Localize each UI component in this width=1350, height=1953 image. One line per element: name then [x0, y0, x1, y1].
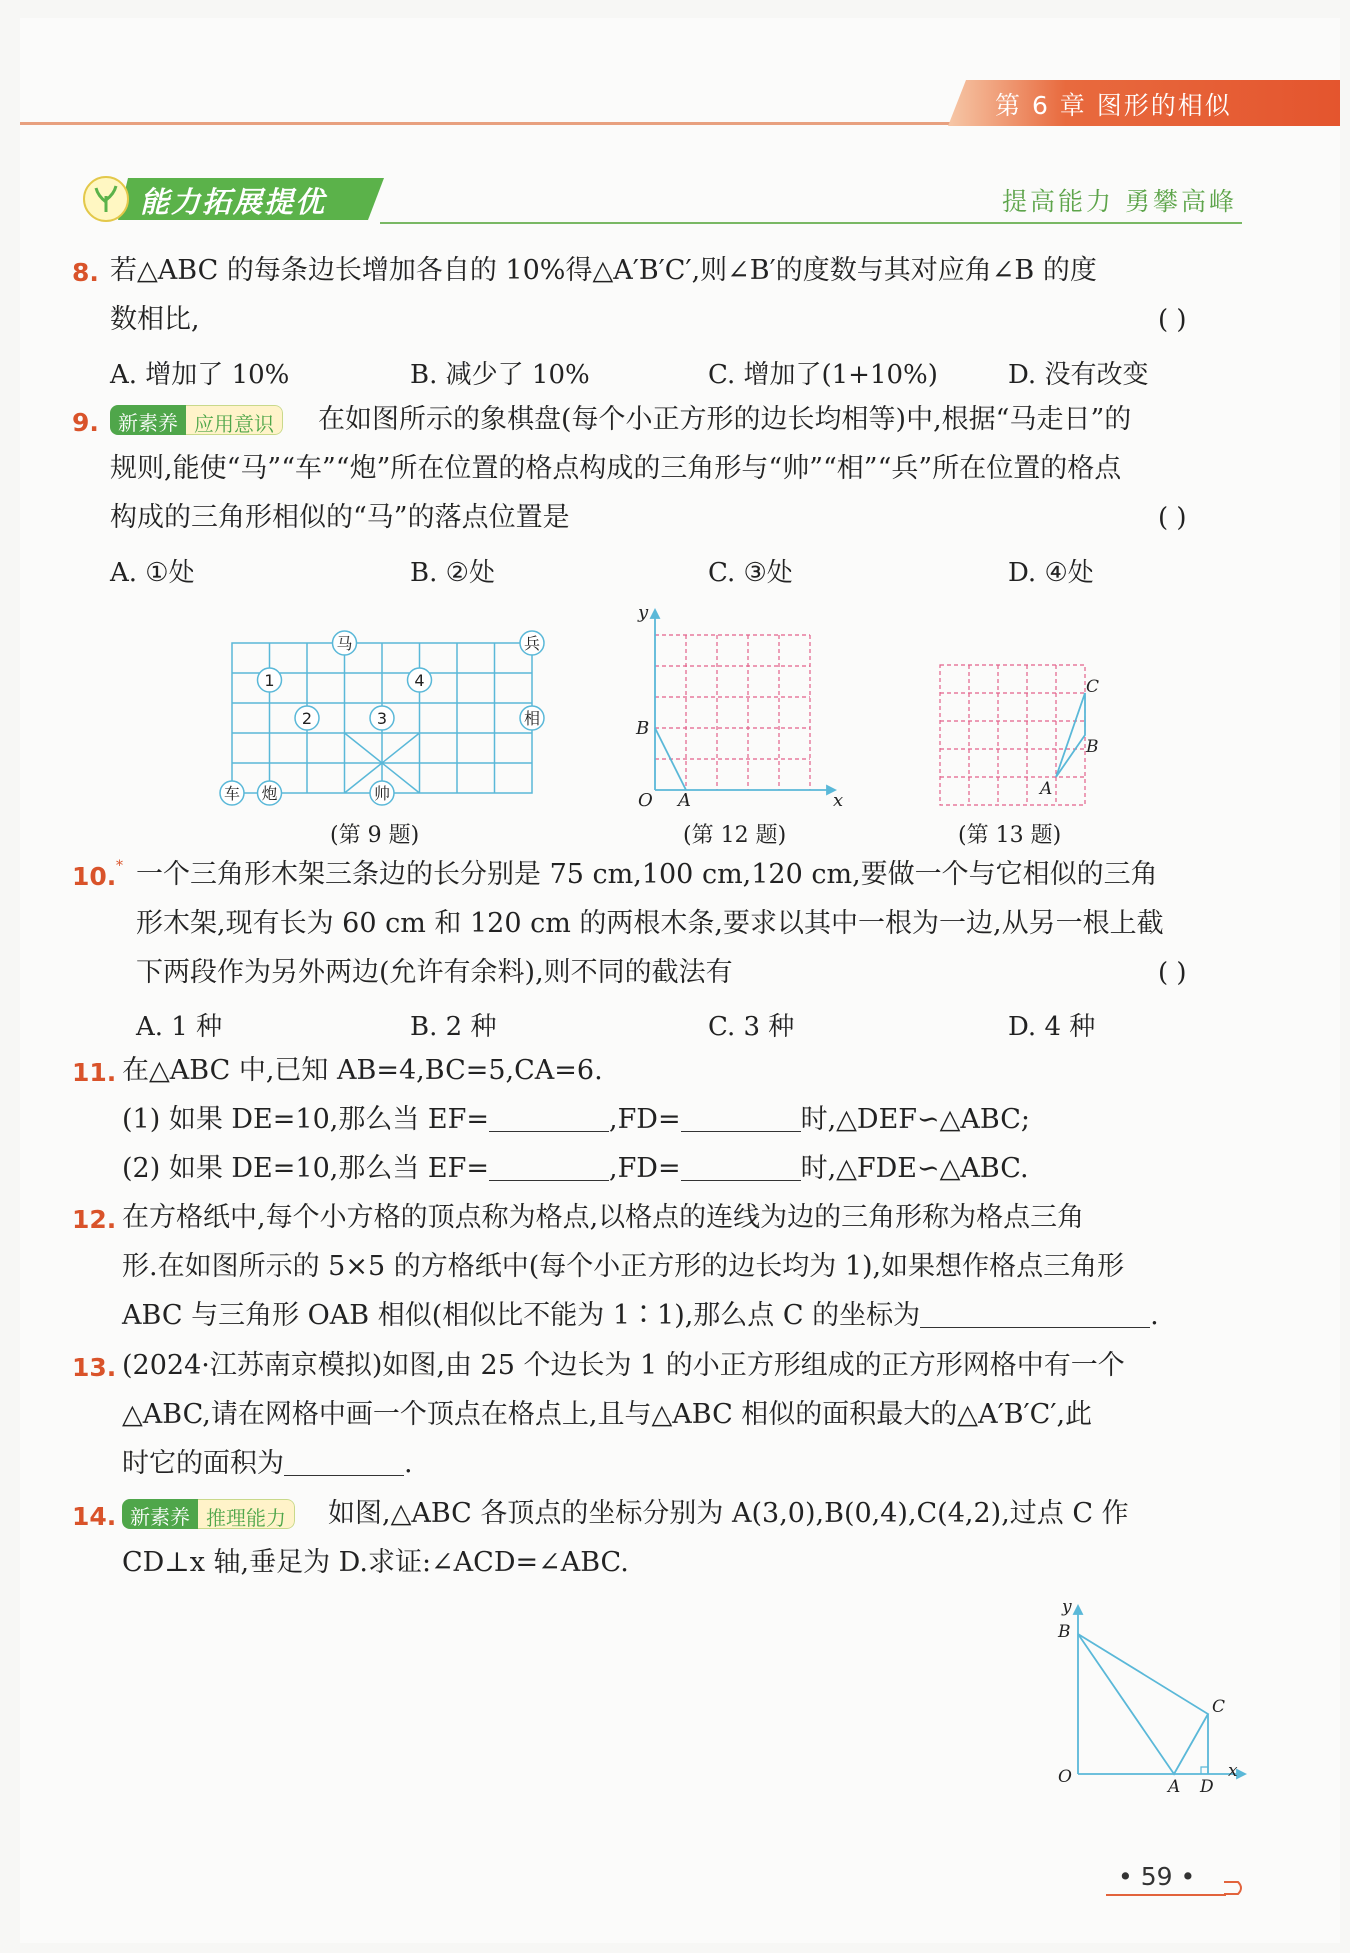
point-1: 1 [264, 671, 275, 690]
option-b: B. ②处 [410, 558, 495, 588]
question-number: 13. [72, 1353, 117, 1382]
point-a-label: A [1168, 1777, 1181, 1797]
point-d-label: D [1200, 1777, 1214, 1797]
answer-blank[interactable] [681, 1154, 801, 1181]
option-d: D. 没有改变 [1008, 360, 1149, 390]
coordinate-figure-14 [1050, 1598, 1250, 1798]
option-c: C. 增加了(1+10%) [708, 360, 938, 390]
point-4: 4 [414, 671, 425, 690]
question-number: 10. [72, 862, 117, 891]
axis-y-label: y [1062, 1598, 1072, 1617]
section-slogan: 提高能力 勇攀高峰 [1002, 187, 1237, 216]
point-c-label: C [1086, 677, 1100, 697]
literacy-tag [122, 1499, 295, 1529]
page-number-underline [1106, 1894, 1226, 1896]
part-text: ,FD= [608, 1104, 681, 1135]
chessboard-figure [212, 620, 552, 820]
figure-caption: (第 12 题) [683, 823, 787, 848]
option-d: D. ④处 [1008, 558, 1094, 588]
question-number: 14. [72, 1502, 117, 1531]
answer-blank[interactable] [920, 1301, 1150, 1328]
answer-paren: ( ) [1158, 305, 1187, 335]
point-2: 2 [301, 709, 313, 728]
point-b-label: B [1086, 737, 1099, 757]
answer-paren: ( ) [1158, 958, 1187, 988]
option-a: A. 增加了 10% [110, 360, 290, 390]
option-a: A. 1 种 [136, 1012, 223, 1042]
piece-shuai: 帅 [373, 784, 391, 803]
point-a-label: A [1040, 779, 1053, 799]
section-title: 能力拓展提优 [140, 185, 327, 219]
piece-bing: 兵 [523, 634, 541, 653]
point-b-label: B [1058, 1622, 1071, 1642]
page-number: • 59 • [1118, 1862, 1196, 1891]
option-b: B. 2 种 [410, 1012, 497, 1042]
question-number: 8. [72, 258, 99, 287]
part-text: (2) 如果 DE=10,那么当 EF= [122, 1153, 489, 1184]
grid-figure-13 [930, 660, 1110, 810]
question-number: 11. [72, 1058, 117, 1087]
question-number: 12. [72, 1205, 117, 1234]
difficulty-star: * [116, 858, 123, 874]
question-end: . [404, 1448, 413, 1479]
point-a-label: A [678, 790, 691, 810]
part-text: ,FD= [608, 1153, 681, 1184]
grid-figure-12 [630, 600, 850, 810]
option-b: B. 减少了 10% [410, 360, 590, 390]
piece-ma: 马 [336, 634, 353, 653]
origin-label: O [638, 790, 653, 810]
piece-pao: 炮 [261, 784, 278, 803]
axis-x-label: x [1228, 1761, 1238, 1781]
answer-blank[interactable] [284, 1449, 404, 1476]
point-b-label: B [636, 718, 650, 739]
question-text: 在如图所示的象棋盘(每个小正方形的边长均相等)中,根据“马走日”的 [318, 404, 1132, 435]
point-3: 3 [376, 709, 388, 728]
option-a: A. ①处 [110, 558, 195, 588]
question-text: 在方格纸中,每个小方格的顶点称为格点,以格点的连线为边的三角形称为格点三角 [122, 1202, 1085, 1233]
question-text: 一个三角形木架三条边的长分别是 75 cm,100 cm,120 cm,要做一个与它相似的三角 [136, 859, 1158, 890]
question-part-2 [122, 1152, 1029, 1186]
part-text: 时,△FDE∽△ABC. [800, 1153, 1029, 1184]
option-c: C. ③处 [708, 558, 793, 588]
point-c-label: C [1212, 1697, 1226, 1717]
tag-label: 新素养 [110, 405, 186, 435]
figure-caption: (第 13 题) [958, 823, 1062, 848]
section-rule [380, 222, 1242, 224]
question-text: CD⊥x 轴,垂足为 D.求证:∠ACD=∠ABC. [122, 1547, 629, 1578]
answer-blank[interactable] [681, 1105, 801, 1132]
question-number: 9. [72, 408, 99, 437]
piece-xiang: 相 [523, 709, 541, 728]
part-text: (1) 如果 DE=10,那么当 EF= [122, 1104, 489, 1135]
axis-x-label: x [833, 790, 844, 810]
question-text: 形.在如图所示的 5×5 的方格纸中(每个小正方形的边长均为 1),如果想作格点三角形 [122, 1251, 1125, 1282]
figure-caption: (第 9 题) [330, 823, 420, 848]
question-text: ABC 与三角形 OAB 相似(相似比不能为 1∶1),那么点 C 的坐标为 [122, 1300, 921, 1331]
tag-skill: 推理能力 [198, 1499, 295, 1529]
answer-paren: ( ) [1158, 503, 1187, 533]
answer-blank[interactable] [489, 1154, 609, 1181]
question-text: 规则,能使“马”“车”“炮”所在位置的格点构成的三角形与“帅”“相”“兵”所在位置的格点 [110, 453, 1122, 484]
question-text: 构成的三角形相似的“马”的落点位置是 [110, 502, 570, 533]
question-text: △ABC,请在网格中画一个顶点在格点上,且与△ABC 相似的面积最大的△A′B′C′,此 [122, 1399, 1093, 1430]
question-text: 下两段作为另外两边(允许有余料),则不同的截法有 [136, 957, 733, 988]
part-text: 时,△DEF∽△ABC; [800, 1104, 1030, 1135]
question-text: 数相比, [110, 304, 200, 335]
answer-blank[interactable] [489, 1105, 609, 1132]
question-text: (2024·江苏南京模拟)如图,由 25 个边长为 1 的小正方形组成的正方形网格中有一个 [122, 1350, 1125, 1381]
question-text: 若△ABC 的每条边长增加各自的 10%得△A′B′C′,则∠B′的度数与其对应角∠B 的度 [110, 255, 1097, 286]
chapter-title: 第 6 章 图形的相似 [995, 91, 1232, 120]
piece-che: 车 [223, 784, 241, 803]
question-text: 如图,△ABC 各顶点的坐标分别为 A(3,0),B(0,4),C(4,2),过点 C 作 [328, 1498, 1129, 1529]
option-d: D. 4 种 [1008, 1012, 1096, 1042]
axis-y-label: y [638, 602, 649, 623]
page-corner-icon [1222, 1876, 1246, 1900]
question-part-1 [122, 1103, 1030, 1137]
question-text: 在△ABC 中,已知 AB=4,BC=5,CA=6. [122, 1055, 603, 1086]
question-text: 形木架,现有长为 60 cm 和 120 cm 的两根木条,要求以其中一根为一边,从另一根上截 [136, 908, 1164, 939]
origin-label: O [1058, 1767, 1072, 1787]
tag-skill: 应用意识 [186, 405, 283, 435]
question-line [122, 1447, 413, 1481]
question-line [122, 1299, 1159, 1333]
option-c: C. 3 种 [708, 1012, 795, 1042]
question-text: 时它的面积为 [122, 1448, 284, 1479]
tag-label: 新素养 [122, 1499, 198, 1529]
literacy-tag [110, 405, 283, 435]
question-end: . [1150, 1300, 1159, 1331]
